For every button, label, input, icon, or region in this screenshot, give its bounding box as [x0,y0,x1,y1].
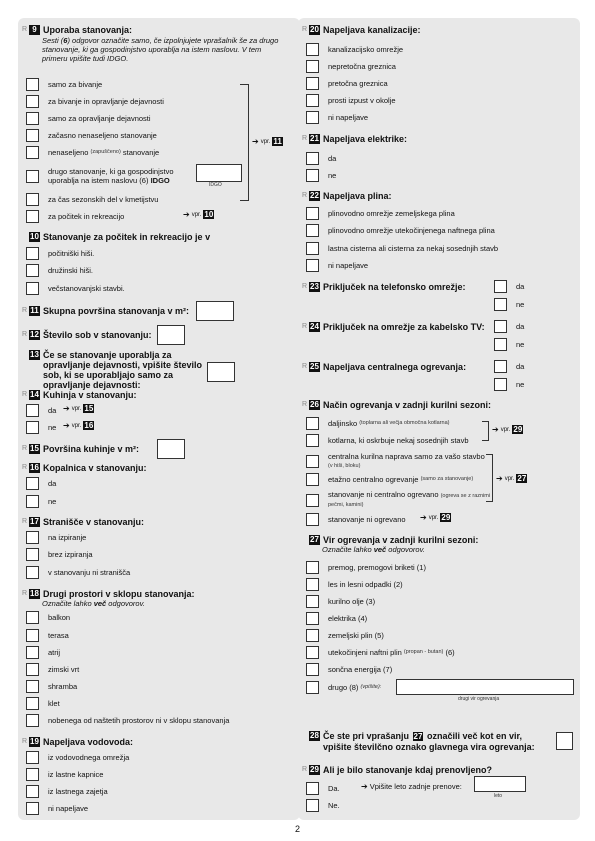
q11-header: R 11 Skupna površina stanovanja v m²: [22,306,190,316]
q13-title: Če se stanovanje uporablja za opravljanje dejavnosti, vpišite število sob, ki se uporabljajo samo za opravljanje dejavnosti: [43,350,203,390]
q18-option-1[interactable]: balkon [26,609,70,625]
q20-option-4[interactable]: prosti izpust v okolje [306,92,396,108]
q10-option-3[interactable]: večstanovanjski stavbi. [26,280,125,296]
checkbox[interactable] [306,513,319,526]
arrow-right-icon: ➔ [496,474,503,483]
q9-jump-to-10: ➔ vpr. 10 [183,210,214,219]
q19-option-1[interactable]: iz vodovodnega omrežja [26,749,129,765]
checkbox[interactable] [306,561,319,574]
checkbox[interactable] [26,629,39,642]
q17-option-3[interactable]: v stanovanju ni stranišča [26,564,130,580]
q17-header: R 17 Stranišče v stanovanju: [22,517,145,527]
q25-header: R 25 Napeljava centralnega ogrevanja: [302,362,467,372]
checkbox[interactable] [306,629,319,642]
q27-title: Vir ogrevanja v zadnji kurilni sezoni: [323,535,479,545]
checkbox[interactable] [26,611,39,624]
q27-option-4[interactable]: elektrika (4) [306,610,367,626]
q27-option-5[interactable]: zemeljski plin (5) [306,627,384,643]
arrow-right-icon: ➔ [252,137,259,146]
q29-year-input[interactable] [474,776,526,792]
q20-option-3[interactable]: pretočna greznica [306,75,388,91]
q29-year-prompt: ➔ Vpišite leto zadnje prenove: [361,782,462,791]
q17-option-1[interactable]: na izpiranje [26,529,86,545]
q9-option-1[interactable]: samo za bivanje [26,76,102,92]
q22-option-3[interactable]: lastna cisterna ali cisterna za nekaj sosednjih stavb [306,240,498,256]
q18-option-4[interactable]: zimski vrt [26,661,79,677]
checkbox[interactable] [26,282,39,295]
q26-bracket-bottom [486,454,493,502]
checkbox[interactable] [306,207,319,220]
q27-other-source-input[interactable] [396,679,574,695]
checkbox[interactable] [494,360,507,373]
q21-option-da[interactable]: da [306,150,336,166]
q18-header: R 18 Drugi prostori v sklopu stanovanja: [22,589,195,599]
checkbox[interactable] [306,494,319,507]
checkbox[interactable] [306,473,319,486]
q24-option-da[interactable]: da [494,318,524,334]
arrow-right-icon: ➔ [63,404,70,413]
checkbox[interactable] [306,169,319,182]
q17-option-2[interactable]: brez izpiranja [26,546,93,562]
q26-title: Način ogrevanja v zadnji kurilni sezoni: [323,400,492,410]
checkbox[interactable] [306,94,319,107]
q11-title: Skupna površina stanovanja v m²: [43,306,190,316]
q18-option-6[interactable]: klet [26,695,60,711]
checkbox[interactable] [306,455,319,468]
checkbox[interactable] [306,242,319,255]
q28-header: 28 Če ste pri vprašanju 27 označili več kot en vir, vpišite številčno oznako glavnega vira ogrevanja: [310,731,535,752]
checkbox[interactable] [306,612,319,625]
q26-jump-29b: ➔ vpr. 29 [420,513,451,522]
q27-other-source-label: drugi vir ogrevanja [458,696,500,702]
q27-option-7[interactable]: sončna energija (7) [306,661,392,677]
q29-title: Ali je bilo stanovanje kdaj prenovljeno? [323,765,493,775]
checkbox[interactable] [26,714,39,727]
checkbox[interactable] [306,799,319,812]
q24-header: R 24 Priključek na omrežje za kabelsko TV: [302,322,485,332]
checkbox[interactable] [26,785,39,798]
q14-header: R 14 Kuhinja v stanovanju: [22,390,137,400]
q27-option-2[interactable]: les in lesni odpadki (2) [306,576,403,592]
checkbox[interactable] [26,697,39,710]
q18-title: Drugi prostori v sklopu stanovanja: [43,589,195,599]
checkbox[interactable] [306,434,319,447]
q28-main-source-input[interactable] [556,732,573,750]
q26-jump-29: ➔ vpr. 29 [492,425,523,434]
checkbox[interactable] [26,404,39,417]
checkbox[interactable] [494,338,507,351]
checkbox[interactable] [26,264,39,277]
q22-option-4[interactable]: ni napeljave [306,257,368,273]
q12-header: R 12 Število sob v stanovanju: [22,330,152,340]
checkbox[interactable] [26,680,39,693]
q29-header: R 29 Ali je bilo stanovanje kdaj prenovljeno? [302,765,493,775]
checkbox[interactable] [306,111,319,124]
checkbox[interactable] [306,646,319,659]
q16-header: R 16 Kopalnica v stanovanju: [22,463,147,473]
q9-option-8[interactable]: za počitek in rekreacijo [26,208,124,224]
q14-option-da[interactable]: da [26,402,56,418]
checkbox[interactable] [26,78,39,91]
q18-option-5[interactable]: shramba [26,678,77,694]
q9-idgo-label: IDGO [209,182,222,188]
q19-header: R 19 Napeljava vodovoda: [22,737,134,747]
checkbox[interactable] [26,210,39,223]
checkbox[interactable] [494,320,507,333]
q21-title: Napeljava elektrike: [323,134,408,144]
q25-title: Napeljava centralnega ogrevanja: [323,362,467,372]
q26-bracket-top [482,421,489,441]
q26-header: R 26 Način ogrevanja v zadnji kurilni sezoni: [302,400,492,410]
q18-option-7[interactable]: nobenega od naštetih prostorov ni v sklopu stanovanja [26,712,229,728]
q22-header: R 22 Napeljava plina: [302,191,392,201]
q24-option-ne[interactable]: ne [494,336,524,352]
q18-option-2[interactable]: terasa [26,627,69,643]
q22-option-1[interactable]: plinovodno omrežje zemeljskega plina [306,205,455,221]
checkbox[interactable] [26,112,39,125]
arrow-right-icon: ➔ [492,425,499,434]
q9-title: Uporaba stanovanja: [43,25,133,35]
q16-option-ne[interactable]: ne [26,493,56,509]
q25-option-ne[interactable]: ne [494,376,524,392]
q26-option-5[interactable]: stanovanje ni centralno ogrevano (ogreva se z raznimi pečmi, kamini) [306,490,490,510]
q14-option-ne[interactable]: ne [26,419,56,435]
q26-option-6[interactable]: stanovanje ni ogrevano [306,511,406,527]
q19-option-4[interactable]: ni napeljave [26,800,88,816]
checkbox[interactable] [26,566,39,579]
q20-option-1[interactable]: kanalizacijsko omrežje [306,41,403,57]
q14-title: Kuhinja v stanovanju: [43,390,137,400]
checkbox[interactable] [306,224,319,237]
page-number: 2 [294,824,300,834]
checkbox[interactable] [26,531,39,544]
q27-option-1[interactable]: premog, premogovi briketi (1) [306,559,426,575]
arrow-right-icon: ➔ [361,782,368,791]
q10-option-2[interactable]: družinski hiši. [26,262,93,278]
checkbox[interactable] [26,247,39,260]
q16-title: Kopalnica v stanovanju: [43,463,147,473]
checkbox[interactable] [26,193,39,206]
q12-rooms-input[interactable] [157,325,185,345]
checkbox[interactable] [306,782,319,795]
q23-header: R 23 Priključek na telefonsko omrežje: [302,282,466,292]
q15-title: Površina kuhinje v m²: [43,444,140,454]
checkbox[interactable] [26,495,39,508]
q23-option-da[interactable]: da [494,278,524,294]
q20-option-2[interactable]: nepretočna greznica [306,58,396,74]
arrow-right-icon: ➔ [183,210,190,219]
q10-option-1[interactable]: počitniški hiši. [26,245,94,261]
q24-title: Priključek na omrežje za kabelsko TV: [323,322,485,332]
checkbox[interactable] [494,378,507,391]
q16-option-da[interactable]: da [26,475,56,491]
q29-option-da[interactable]: Da. [306,780,340,796]
checkbox[interactable] [26,421,39,434]
checkbox[interactable] [26,663,39,676]
q25-option-da[interactable]: da [494,358,524,374]
checkbox[interactable] [26,646,39,659]
q9-number: 9 [29,25,40,35]
q9-header: R 9 Uporaba stanovanja: [22,25,133,35]
q27-option-3[interactable]: kurilno olje (3) [306,593,375,609]
q27-header: 27 Vir ogrevanja v zadnji kurilni sezoni: [310,535,479,545]
checkbox[interactable] [26,768,39,781]
q13-header: 13 Če se stanovanje uporablja za opravljanje dejavnosti, vpišite število sob, ki se uporabljajo samo za opravljanje dejavnosti: [22,350,272,390]
q27-option-8[interactable]: drugo (8) (vpišite): [306,679,381,695]
checkbox[interactable] [494,298,507,311]
checkbox[interactable] [26,95,39,108]
q13-rooms-input[interactable] [207,362,235,382]
checkbox[interactable] [306,681,319,694]
checkbox[interactable] [306,417,319,430]
q9-instruction: Sesti (6) odgovor označite samo, če izpolnjujete vprašalnik še za drugo stanovanje, ki ga gospodinjstvo uporablja na istem naslovu. V tem primeru vpišite tudi IDGO. [42,36,279,63]
q9-option-7[interactable]: za čas sezonskih del v kmetijstvu [26,191,158,207]
checkbox[interactable] [306,152,319,165]
q21-option-ne[interactable]: ne [306,167,336,183]
q19-option-3[interactable]: iz lastnega zajetja [26,783,108,799]
q20-option-5[interactable]: ni napeljave [306,109,368,125]
checkbox[interactable] [494,280,507,293]
checkbox[interactable] [306,578,319,591]
q9-bracket [240,84,249,201]
q15-area-input[interactable] [157,439,185,459]
q23-title: Priključek na telefonsko omrežje: [323,282,466,292]
checkbox[interactable] [306,43,319,56]
q26-jump-27: ➔ vpr. 27 [496,474,527,483]
q9-idgo-input[interactable] [196,164,242,182]
q29-year-label: leto [494,793,503,799]
q11-area-input[interactable] [196,301,234,321]
q21-header: R 21 Napeljava elektrike: [302,134,408,144]
checkbox[interactable] [26,146,39,159]
q26-option-2[interactable]: kotlarna, ki oskrbuje nekaj sosednjih stavb [306,432,469,448]
q9-option-6[interactable]: drugo stanovanje, ki ga gospodinjstvo uporablja na istem naslovu (6) IDGO [26,165,174,187]
q14-jump-16: ➔ vpr. 16 [63,421,94,430]
q28-title: Če ste pri vprašanju 27 označili več kot en vir, vpišite številčno oznako glavnega vira ogrevanja: [323,731,535,752]
q27-instruction: Označite lahko več odgovorov. [322,545,425,554]
q20-header: R 20 Napeljava kanalizacije: [302,25,421,35]
q26-option-3[interactable]: centralna kurilna naprava samo za vašo stavbo (v hiši, bloku) [306,451,485,471]
q18-option-3[interactable]: atrij [26,644,60,660]
checkbox[interactable] [306,595,319,608]
q18-instruction: Označite lahko več odgovorov. [42,599,145,608]
q14-jump-15: ➔ vpr. 15 [63,404,94,413]
q9-option-4[interactable]: začasno nenaseljeno stanovanje [26,127,157,143]
checkbox[interactable] [306,77,319,90]
q20-title: Napeljava kanalizacije: [323,25,421,35]
checkbox[interactable] [306,60,319,73]
q9-jump-to-11: ➔ vpr. 11 [252,137,282,146]
q22-option-2[interactable]: plinovodno omrežje utekočinjenega naftnega plina [306,222,495,238]
q9-option-3[interactable]: samo za opravljanje dejavnosti [26,110,151,126]
q12-title: Število sob v stanovanju: [43,330,152,340]
checkbox[interactable] [26,129,39,142]
checkbox[interactable] [26,802,39,815]
q9-option-2[interactable]: za bivanje in opravljanje dejavnosti [26,93,164,109]
q10-header: 10 Stanovanje za počitek in rekreacijo je v [30,232,211,242]
checkbox[interactable] [306,259,319,272]
checkbox[interactable] [26,477,39,490]
arrow-right-icon: ➔ [63,421,70,430]
checkbox[interactable] [306,663,319,676]
q9-option-5[interactable]: nenaseljeno (zapuščeno) stanovanje [26,144,159,160]
q15-header: R 15 Površina kuhinje v m²: [22,444,140,454]
q19-title: Napeljava vodovoda: [43,737,134,747]
q17-title: Stranišče v stanovanju: [43,517,145,527]
arrow-right-icon: ➔ [420,513,427,522]
checkbox[interactable] [26,170,39,183]
q27-option-6[interactable]: utekočinjeni naftni plin (propan - butan) (6) [306,644,455,660]
q29-option-ne[interactable]: Ne. [306,797,340,813]
checkbox[interactable] [26,751,39,764]
q23-option-ne[interactable]: ne [494,296,524,312]
q22-title: Napeljava plina: [323,191,392,201]
checkbox[interactable] [26,548,39,561]
q19-option-2[interactable]: iz lastne kapnice [26,766,103,782]
q26-option-4[interactable]: etažno centralno ogrevanje (samo za stanovanje) [306,471,473,487]
q10-title: Stanovanje za počitek in rekreacijo je v [43,232,211,242]
q26-option-1[interactable]: daljinsko (toplarna ali večja območna kotlarna) [306,415,449,431]
